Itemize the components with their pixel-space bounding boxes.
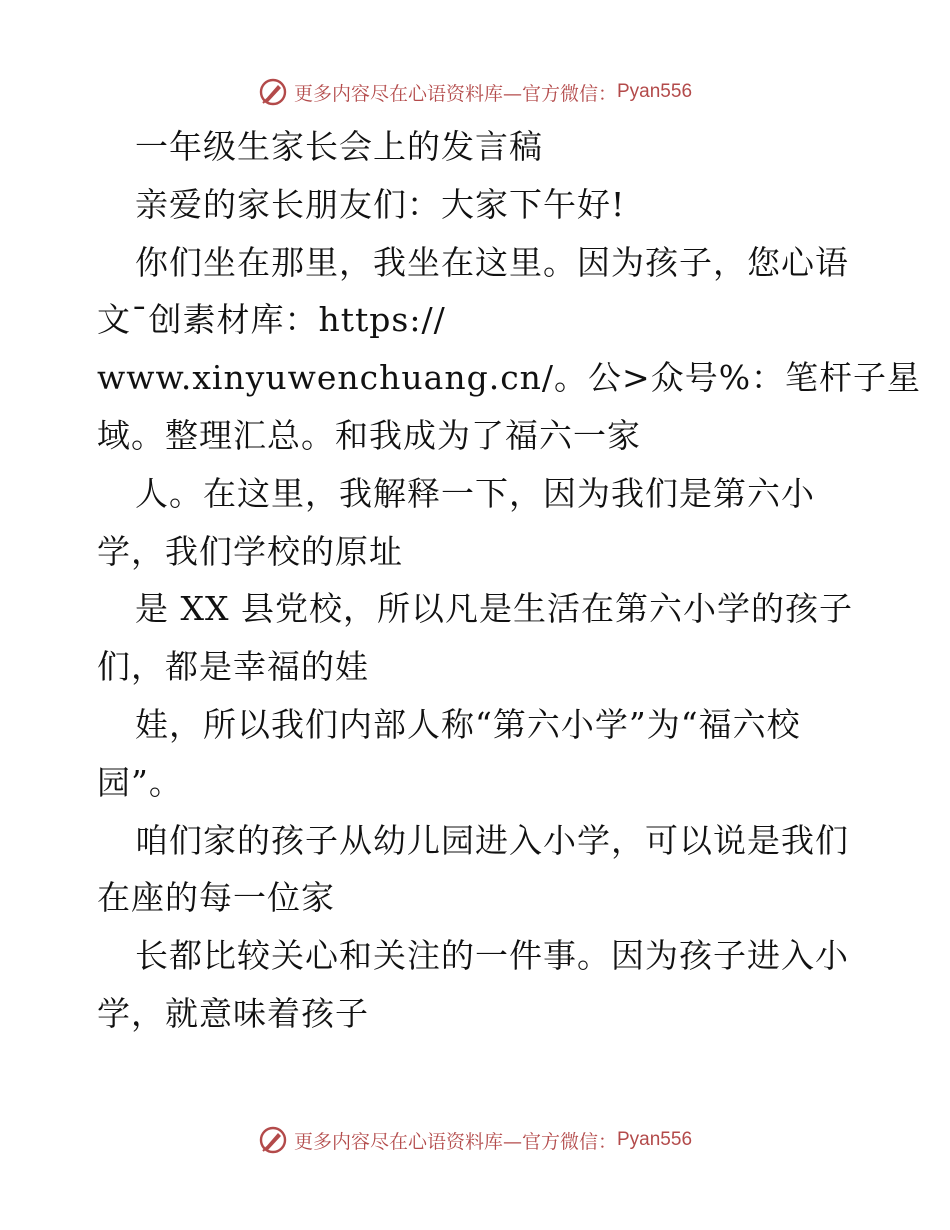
document-line: 你们坐在那里，我坐在这里。因为孩子，您心语	[135, 242, 849, 282]
document-line: 在座的每一位家	[97, 878, 335, 918]
watermark-text: 更多内容尽在心语资料库—官方微信：	[293, 82, 617, 105]
document-line: 文¯创素材库：https://	[97, 300, 446, 340]
footer-watermark	[0, 1120, 950, 1160]
watermark-text: 更多内容尽在心语资料库—官方微信：	[293, 1130, 617, 1153]
header-watermark	[0, 72, 950, 112]
document-line: 域。整理汇总。和我成为了福六一家	[97, 415, 641, 455]
document-line: 学，就意味着孩子	[97, 993, 369, 1033]
document-line: 学，我们学校的原址	[97, 531, 403, 571]
document-line: 园”。	[97, 762, 183, 802]
document-title: 一年级生家长会上的发言稿	[135, 127, 543, 166]
document-line: 咱们家的孩子从幼儿园进入小学，可以说是我们	[135, 820, 849, 860]
quill-circle-logo-icon	[258, 1125, 288, 1155]
document-line: 是 XX 县党校，所以凡是生活在第六小学的孩子	[135, 589, 853, 629]
document-line: www.xinyuwenchuang.cn/。公>众号%：笔杆子星	[97, 358, 922, 398]
document-line: 长都比较关心和关注的一件事。因为孩子进入小	[135, 936, 849, 976]
document-body	[97, 118, 922, 1043]
document-line: 亲爱的家长朋友们：大家下午好!	[135, 184, 626, 224]
document-line: 人。在这里，我解释一下，因为我们是第六小	[135, 473, 815, 513]
watermark-account: Pyan556	[617, 81, 693, 102]
watermark-account: Pyan556	[617, 1129, 693, 1150]
document-line: 娃，所以我们内部人称“第六小学”为“福六校	[135, 704, 801, 744]
document-line: 们，都是幸福的娃	[97, 647, 369, 687]
quill-circle-logo-icon	[258, 77, 288, 107]
